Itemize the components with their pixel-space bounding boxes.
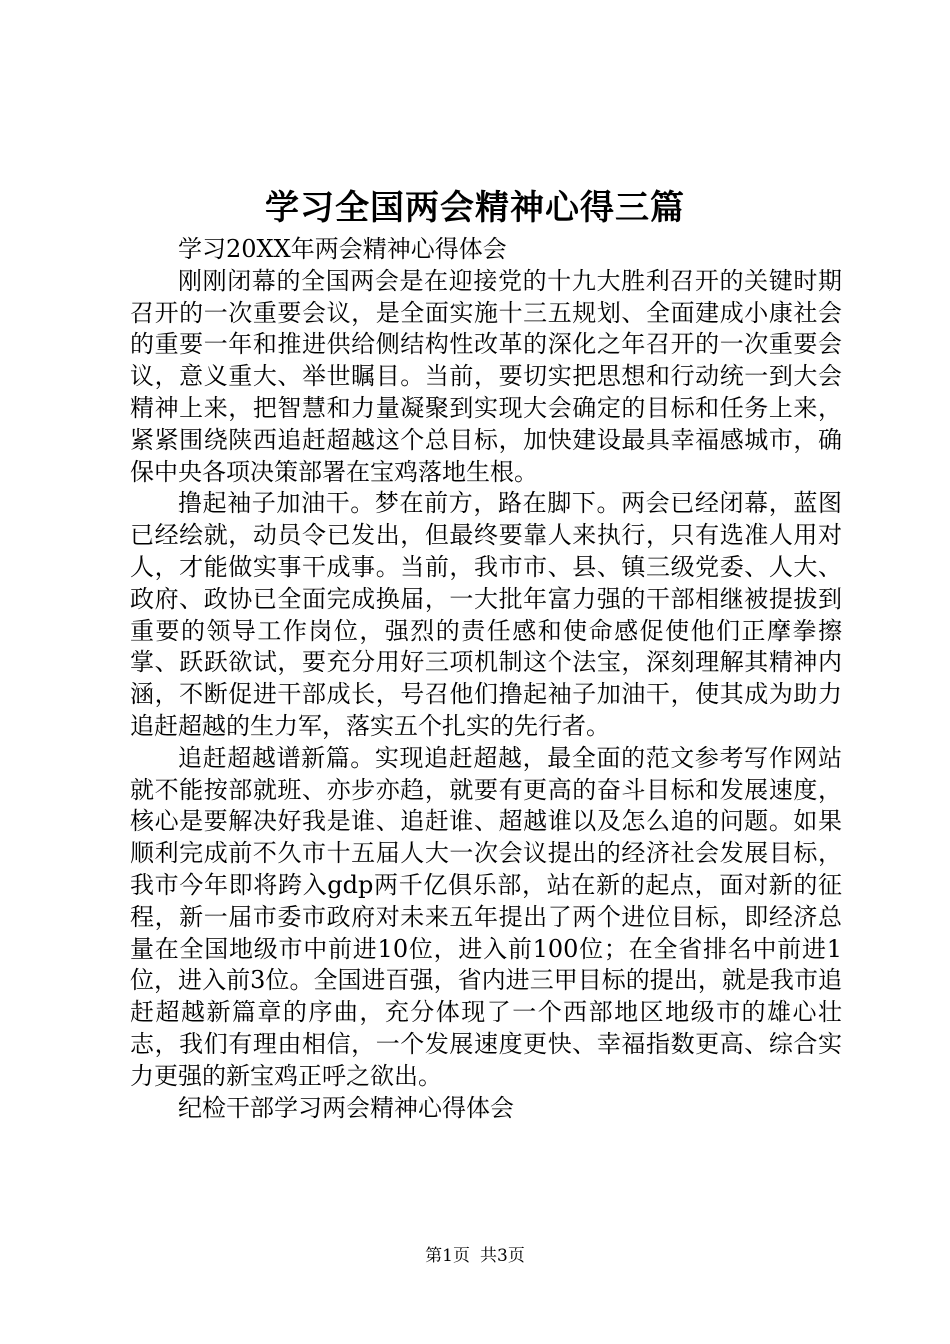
- paragraph-intro: 刚刚闭幕的全国两会是在迎接党的十九大胜利召开的关键时期召开的一次重要会议，是全面实施十三五规划、全面建成小康社会的重要一年和推进供给侧结构性改革的深化之年召开的一次重要会议，意义重大、举世瞩目。当前，要切实把思想和行动统一到大会精神上来，把智慧和力量凝聚到实现大会确定的目标和任务上来，紧紧围绕陕西追赶超越这个总目标，加快建设最具幸福感城市，确保中央各项决策部署在宝鸡落地生根。: [130, 266, 842, 486]
- paragraph-roll-up-sleeves: 撸起袖子加油干。梦在前方，路在脚下。两会已经闭幕，蓝图已经绘就，动员令已发出，但最终要靠人来执行，只有选准人用对人，才能做实事干成事。当前，我市市、县、镇三级党委、人大、政府、政协已全面完成换届，一大批年富力强的干部相继被提拔到重要的领导工作岗位，强烈的责任感和使命感促使他们正摩拳擦掌、跃跃欲试，要充分用好三项机制这个法宝，深刻理解其精神内涵，不断促进干部成长，号召他们撸起袖子加油干，使其成为助力追赶超越的生力军，落实五个扎实的先行者。: [130, 489, 842, 740]
- page-total: 共3页: [480, 1246, 525, 1266]
- subheading-2: 纪检干部学习两会精神心得体会: [178, 1093, 514, 1122]
- document-body: [130, 234, 842, 1124]
- document-title: 学习全国两会精神心得三篇: [265, 188, 685, 228]
- page-footer: [0, 1244, 950, 1268]
- paragraph-catch-up: 追赶超越谱新篇。实现追赶超越，最全面的范文参考写作网站就不能按部就班、亦步亦趋，就要有更高的奋斗目标和发展速度，核心是要解决好我是谁、追赶谁、超越谁以及怎么追的问题。如果顺利完成前不久市十五届人大一次会议提出的经济社会发展目标，我市今年即将跨入gdp两千亿俱乐部，站在新的起点，面对新的征程，新一届市委市政府对未来五年提出了两个进位目标，即经济总量在全国地级市中前进10位，进入前100位；在全省排名中前进1位，进入前3位。全国进百强，省内进三甲目标的提出，就是我市追赶超越新篇章的序曲，充分体现了一个西部地区地级市的雄心壮志，我们有理由相信，一个发展速度更快、幸福指数更高、综合实力更强的新宝鸡正呼之欲出。: [130, 743, 842, 1090]
- subheading-1: 学习20XX年两会精神心得体会: [178, 235, 507, 263]
- page-number: 第1页: [425, 1246, 470, 1266]
